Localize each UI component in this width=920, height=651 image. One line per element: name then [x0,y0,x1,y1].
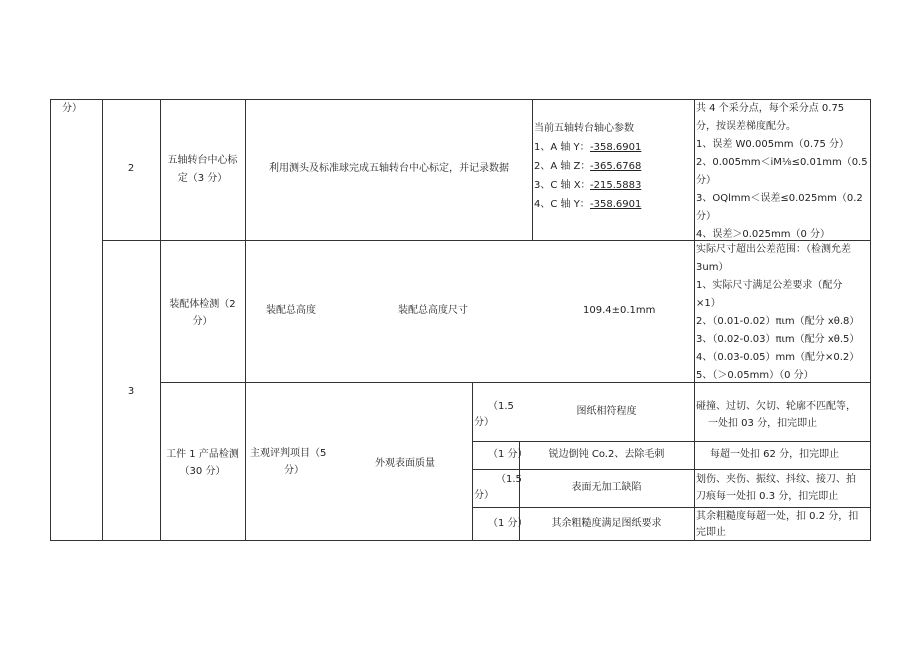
table-border-right [870,99,871,541]
subrow-divider-1 [472,441,871,442]
part1-item-line1: 工件 1 产品检测 [166,449,239,460]
table-border-left [50,99,51,541]
assembly-item-line1: 装配体检测（2 [169,299,236,310]
calibration-description: 利用测头及标准球完成五轴转台中心标定，并记录数据 [269,163,509,174]
subitem-description: 表面无加工缺陷 [571,482,642,493]
part1-content: 外观表面质量 [375,458,435,469]
param-value: -358.6901 [590,142,642,153]
calibration-criteria-line: 2、0.005mm＜iM⅛≤0.01mm（0.5 [696,157,868,168]
assembly-criteria-line: 2、（0.01-0.02）πιm（配分 xθ.8） [696,316,860,327]
assembly-criteria-line: 实际尺寸超出公差范围：（检测允差 [696,244,851,255]
assembly-criteria-line: 5、（＞0.05mm）（0 分） [696,370,814,381]
table-border-bottom [50,540,871,541]
param-label: 3、C 轴 X： [534,180,591,191]
prev-col-fragment: 分） [62,103,82,114]
assembly-criteria-line: 4、（0.03-0.05）mm（配分×0.2） [696,352,860,363]
assembly-sub-item: 装配总高度 [266,305,316,316]
col-divider-part-content [472,382,473,541]
part1-sub-item-line2: 分） [284,465,304,476]
subitem-criteria: 刀痕每一处扣 0.3 分，扣完即止 [696,491,839,502]
subitem-description: 其余粗糙度满足图纸要求 [551,518,662,529]
assembly-item-line2: 分） [192,316,213,327]
param-value: -358.6901 [590,199,642,210]
subitem-score: （1 分） [488,449,528,460]
col-divider-criteria [694,99,695,541]
assembly-criteria-line: ×1） [696,298,721,309]
subitem-criteria: 碰撞、过切、欠切、轮廓不匹配等， [696,401,856,412]
calibration-criteria-line: 分，按误差梯度配分。 [696,121,796,132]
param-value: -215.5883 [590,180,642,191]
col-divider-params [532,99,533,241]
assembly-content: 装配总高度尺寸 [398,305,468,316]
subrow-divider-2 [472,469,871,470]
param-label: 2、A 轴 Z： [534,161,591,172]
subitem-score: 分） [474,490,494,501]
subitem-criteria: 其余粗糙度每超一处，扣 0.2 分，扣 [696,511,859,522]
part1-sub-item-line1: 主观评判项目（5 [250,448,327,459]
calibration-criteria-line: 1、误差 W0.005mm（0.75 分） [696,139,849,150]
subitem-score: （1.5 [496,474,522,485]
subitem-description: 图纸相符程度 [576,406,637,417]
subitem-description: 锐边倒钝 Co.2、去除毛刺 [548,449,665,460]
subitem-score: （1 分） [488,518,528,529]
col-divider-sub [245,99,246,541]
subitem-criteria: 完即止 [696,527,726,538]
calibration-criteria-line: 3、OQlmm＜误差≤0.025mm（0.2 [696,193,863,204]
assembly-criteria-line: 1、实际尺寸满足公差要求（配分 [696,280,843,291]
subitem-criteria: 一处扣 03 分，扣完即止 [708,418,818,429]
calibration-criteria-line: 分） [696,211,716,222]
calibration-item-line2: 定（3 分） [177,173,228,184]
calibration-criteria-line: 共 4 个采分点，每个采分点 0.75 [696,103,845,114]
row-divider-assembly-part [160,382,871,383]
param-value: -365.6768 [590,161,642,172]
subitem-score: 分） [474,417,494,428]
params-title: 当前五轴转台轴心参数 [534,123,634,134]
subitem-criteria: 每超一处扣 62 分，扣完即止 [710,449,840,460]
row-number-3: 3 [127,386,135,397]
subitem-score: （1.5 [488,401,514,412]
param-label: 1、A 轴 Y： [534,142,590,153]
calibration-criteria-line: 4、误差＞0.025mm（0 分） [696,229,831,240]
subitem-criteria: 划伤、夹伤、振纹、抖纹、接刀、拍 [696,474,856,485]
assembly-criteria-line: 3、（0.02-0.03）πιm（配分 xθ.5） [696,334,860,345]
assembly-standard: 109.4±0.1mm [583,305,656,316]
calibration-item-line1: 五轴转台中心标 [167,155,238,166]
param-label: 4、C 轴 Y： [534,199,590,210]
calibration-criteria-line: 分） [696,175,716,186]
row-number-2: 2 [127,163,135,174]
part1-item-line2: （30 分） [179,466,226,477]
assembly-criteria-line: 3um） [696,262,729,273]
